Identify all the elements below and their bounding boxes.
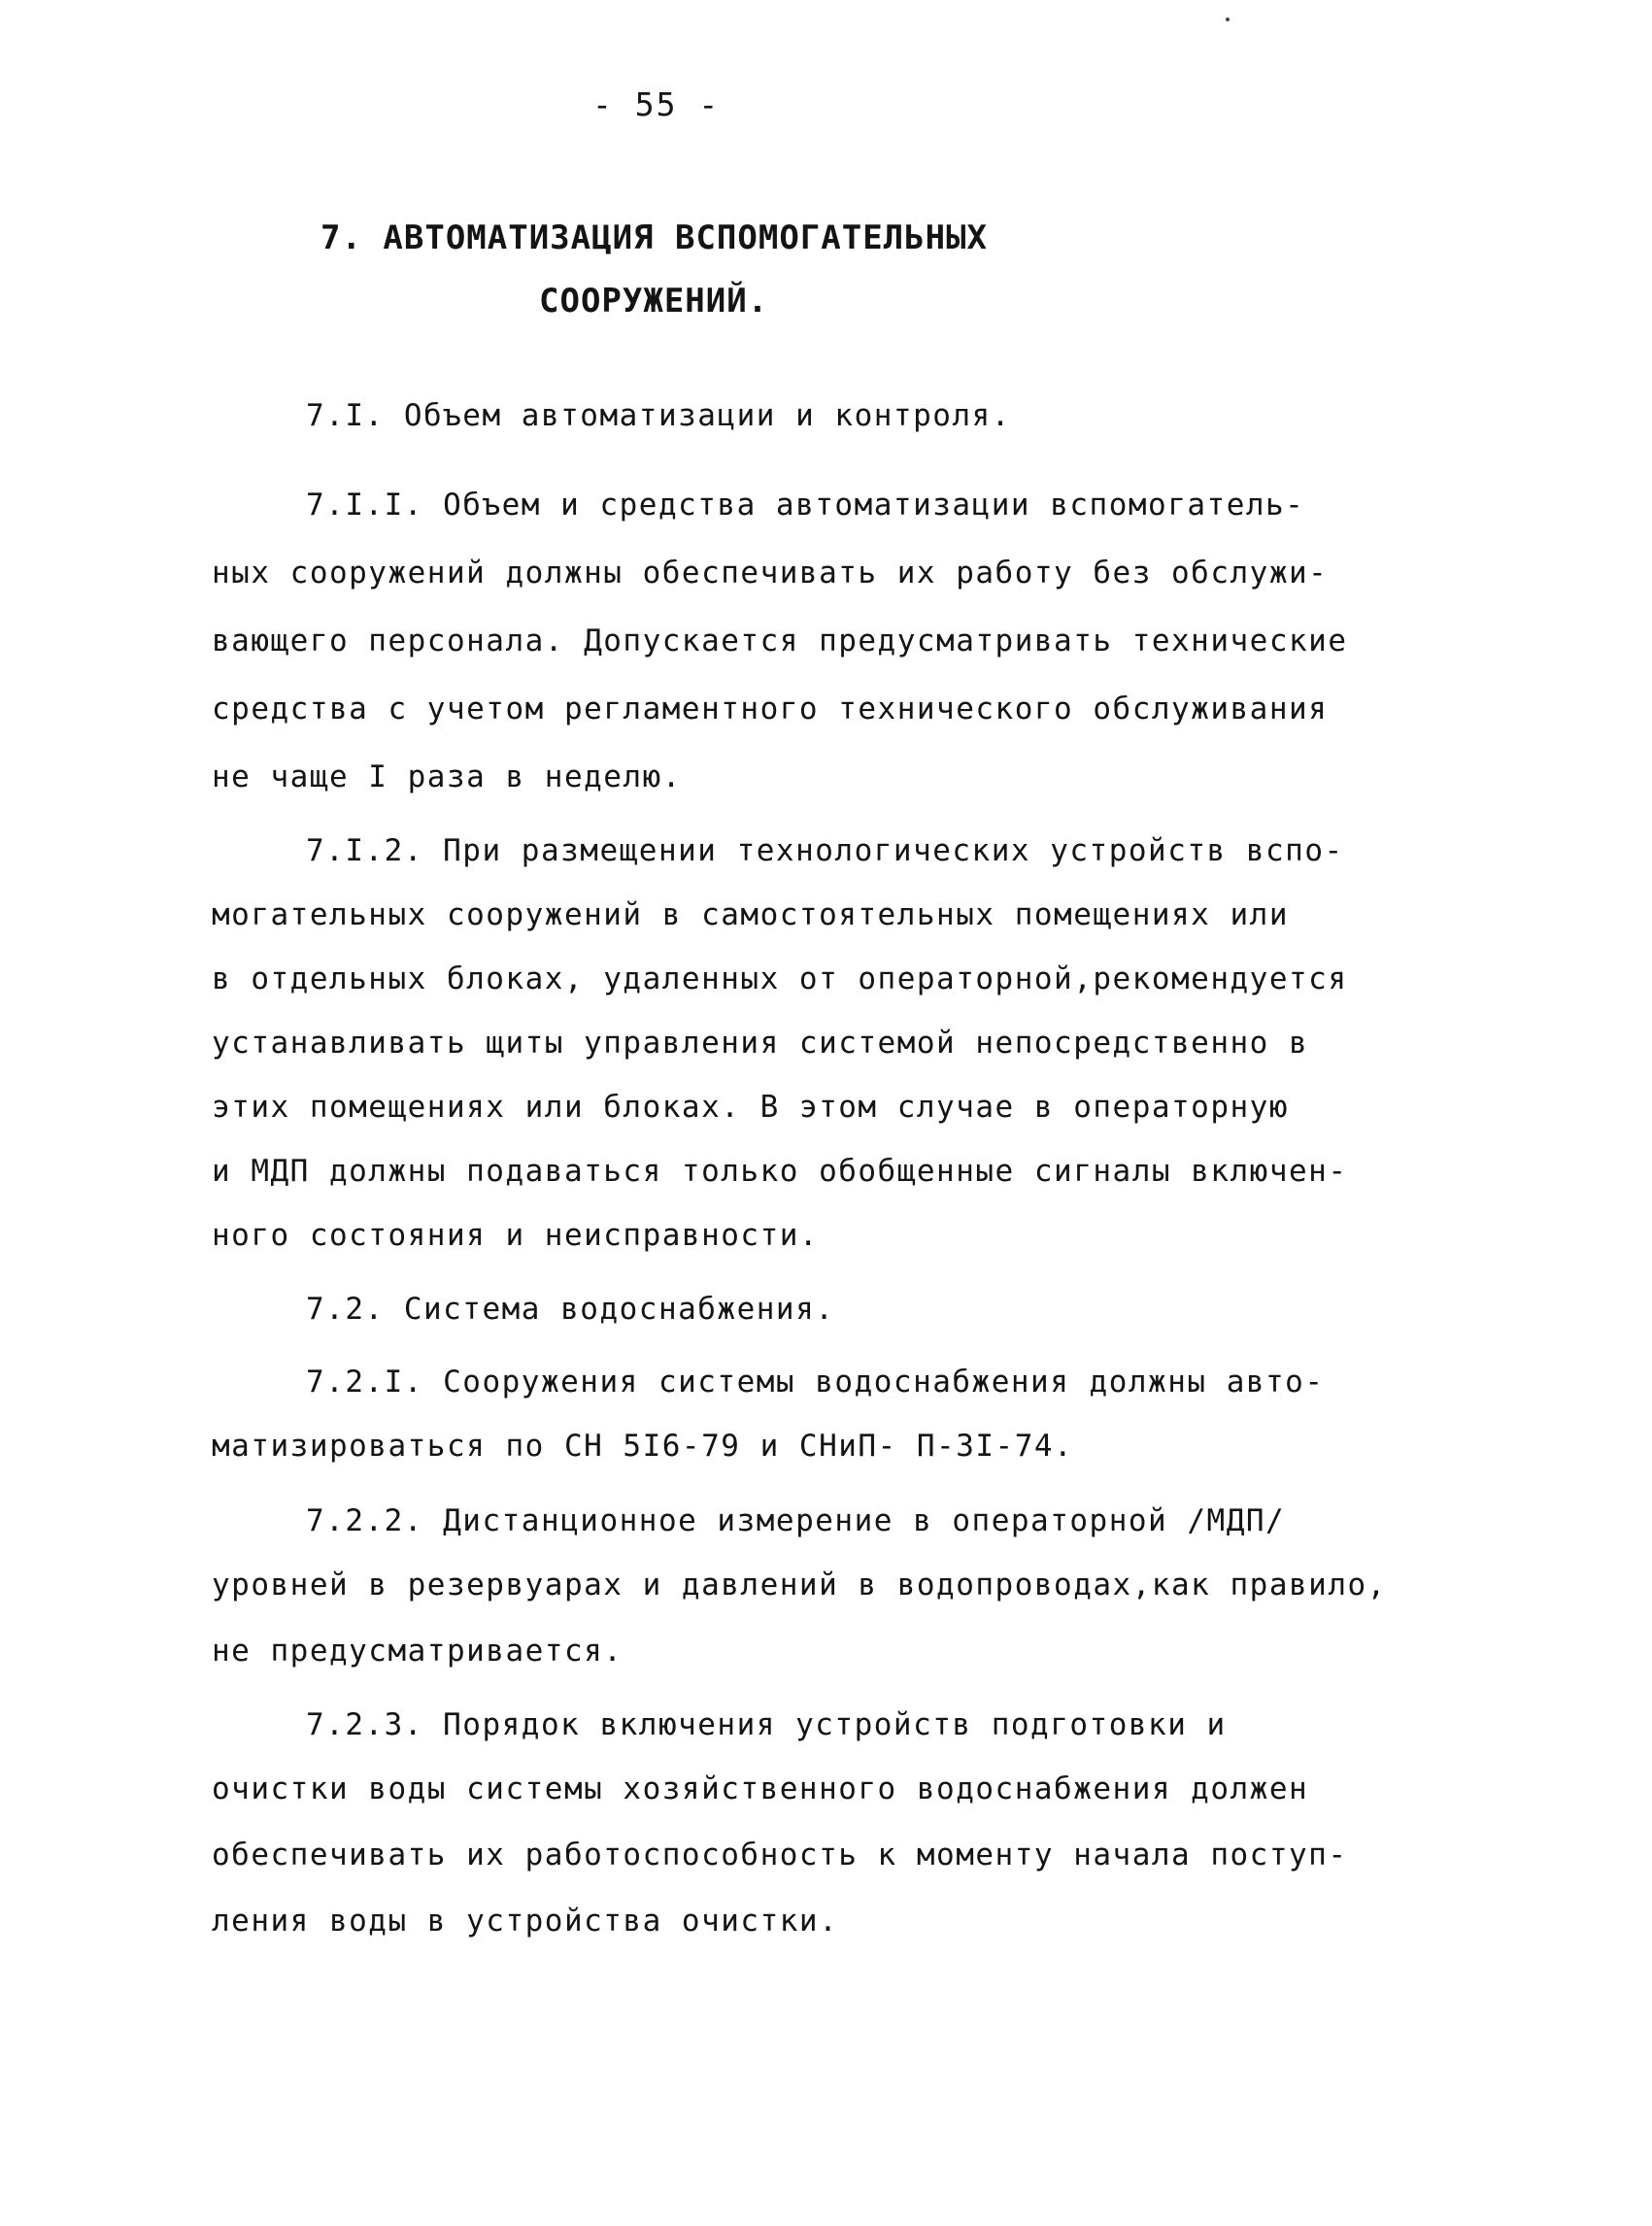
paragraph-line: 7.2.3. Порядок включения устройств подготовки и xyxy=(306,1707,1227,1742)
paragraph-line: не предусматривается. xyxy=(212,1634,624,1669)
paragraph-line: обеспечивать их работоспособность к моменту начала поступ- xyxy=(212,1838,1348,1872)
paragraph-line: 7.2.2. Дистанционное измерение в операторной /МДП/ xyxy=(306,1503,1286,1538)
paragraph-line: этих помещениях или блоках. В этом случае в операторную xyxy=(212,1090,1289,1125)
chapter-heading-line-2: СООРУЖЕНИЙ. xyxy=(539,282,769,320)
paragraph-line: 7.I.2. При размещении технологических устройств вспо- xyxy=(306,833,1344,868)
scan-speck xyxy=(1226,17,1230,21)
paragraph-line: ных сооружений должны обеспечивать их работу без обслужи- xyxy=(212,556,1329,590)
section-7-2-title: 7.2. Система водоснабжения. xyxy=(306,1292,835,1327)
paragraph-line: не чаще I раза в неделю. xyxy=(212,759,682,794)
paragraph-line: матизироваться по СН 5I6-79 и СНиП- П-3I-74. xyxy=(212,1429,1074,1464)
paragraph-line: 7.2.I. Сооружения системы водоснабжения должны авто- xyxy=(306,1365,1325,1400)
paragraph-line: ного состояния и неисправности. xyxy=(212,1218,820,1253)
paragraph-line: 7.I.I. Объем и средства автоматизации вспомогатель- xyxy=(306,488,1305,523)
paragraph-line: могательных сооружений в самостоятельных помещениях или xyxy=(212,897,1289,932)
paragraph-line: средства с учетом регламентного технического обслуживания xyxy=(212,691,1329,726)
paragraph-line: уровней в резервуарах и давлений в водопроводах,как правило, xyxy=(212,1568,1387,1602)
section-7-1-title: 7.I. Объем автоматизации и контроля. xyxy=(306,398,1011,433)
paragraph-line: очистки воды системы хозяйственного водоснабжения должен xyxy=(212,1771,1309,1806)
paragraph-line: устанавливать щиты управления системой непосредственно в xyxy=(212,1026,1309,1061)
paragraph-line: в отдельных блоках, удаленных от операторной,рекомендуется xyxy=(212,961,1348,996)
chapter-heading-line-1: 7. АВТОМАТИЗАЦИЯ ВСПОМОГАТЕЛЬНЫХ xyxy=(320,219,989,257)
paragraph-line: вающего персонала. Допускается предусматривать технические xyxy=(212,624,1348,658)
paragraph-line: ления воды в устройства очистки. xyxy=(212,1904,839,1939)
paragraph-line: и МДП должны подаваться только обобщенные сигналы включен- xyxy=(212,1154,1348,1189)
page-number: - 55 - xyxy=(592,85,721,123)
